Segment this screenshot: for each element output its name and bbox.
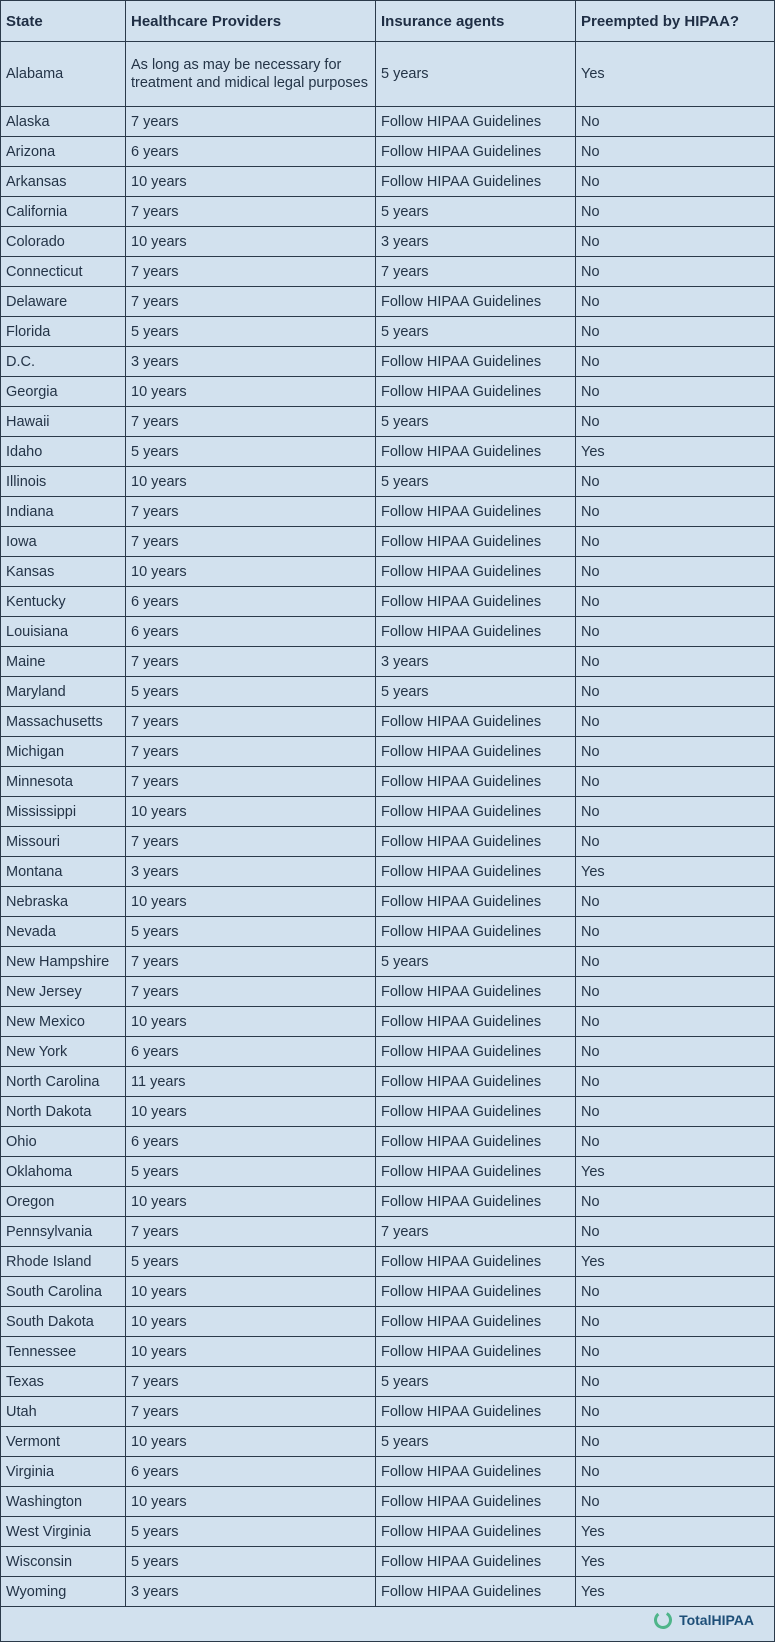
state-cell: Minnesota <box>1 767 126 797</box>
healthcare-providers-cell: 10 years <box>126 887 376 917</box>
state-cell: Idaho <box>1 437 126 467</box>
table-row <box>1 1517 775 1547</box>
insurance-agents-cell: Follow HIPAA Guidelines <box>376 797 576 827</box>
table-row <box>1 317 775 347</box>
state-cell: California <box>1 197 126 227</box>
insurance-agents-cell: 5 years <box>376 467 576 497</box>
state-cell: New Jersey <box>1 977 126 1007</box>
preempted-cell: Yes <box>576 857 775 887</box>
healthcare-providers-cell: 7 years <box>126 1217 376 1247</box>
preempted-cell: No <box>576 1337 775 1367</box>
insurance-agents-cell: Follow HIPAA Guidelines <box>376 1247 576 1277</box>
insurance-agents-cell: Follow HIPAA Guidelines <box>376 1037 576 1067</box>
preempted-cell: No <box>576 1487 775 1517</box>
state-cell: Utah <box>1 1397 126 1427</box>
state-cell: Kansas <box>1 557 126 587</box>
insurance-agents-cell: Follow HIPAA Guidelines <box>376 1067 576 1097</box>
table-row <box>1 947 775 977</box>
preempted-cell: No <box>576 227 775 257</box>
state-cell: Vermont <box>1 1427 126 1457</box>
state-cell: Wisconsin <box>1 1547 126 1577</box>
logo <box>653 1610 754 1630</box>
preempted-cell: No <box>576 917 775 947</box>
table-row <box>1 257 775 287</box>
insurance-agents-cell: Follow HIPAA Guidelines <box>376 557 576 587</box>
healthcare-providers-cell: 7 years <box>126 1397 376 1427</box>
state-cell: Montana <box>1 857 126 887</box>
healthcare-providers-cell: 6 years <box>126 587 376 617</box>
state-cell: Alaska <box>1 107 126 137</box>
footer <box>1 1602 774 1641</box>
table-row <box>1 467 775 497</box>
insurance-agents-cell: Follow HIPAA Guidelines <box>376 977 576 1007</box>
insurance-agents-cell: Follow HIPAA Guidelines <box>376 527 576 557</box>
healthcare-providers-cell: 5 years <box>126 1547 376 1577</box>
table-row <box>1 1307 775 1337</box>
table-row <box>1 857 775 887</box>
insurance-agents-cell: Follow HIPAA Guidelines <box>376 1007 576 1037</box>
state-cell: Iowa <box>1 527 126 557</box>
table-row <box>1 917 775 947</box>
table-row <box>1 347 775 377</box>
state-cell: Delaware <box>1 287 126 317</box>
column-header: Insurance agents <box>376 1 576 42</box>
healthcare-providers-cell: 10 years <box>126 557 376 587</box>
table-row <box>1 1487 775 1517</box>
insurance-agents-cell: 5 years <box>376 317 576 347</box>
preempted-cell: No <box>576 527 775 557</box>
preempted-cell: Yes <box>576 1247 775 1277</box>
insurance-agents-cell: Follow HIPAA Guidelines <box>376 1127 576 1157</box>
healthcare-providers-cell: 5 years <box>126 677 376 707</box>
insurance-agents-cell: Follow HIPAA Guidelines <box>376 707 576 737</box>
healthcare-providers-cell: 10 years <box>126 1187 376 1217</box>
state-cell: Nevada <box>1 917 126 947</box>
healthcare-providers-cell: 7 years <box>126 827 376 857</box>
state-cell: Missouri <box>1 827 126 857</box>
state-cell: Washington <box>1 1487 126 1517</box>
insurance-agents-cell: Follow HIPAA Guidelines <box>376 1577 576 1607</box>
insurance-agents-cell: 5 years <box>376 197 576 227</box>
preempted-cell: No <box>576 1427 775 1457</box>
table-row <box>1 1277 775 1307</box>
insurance-agents-cell: Follow HIPAA Guidelines <box>376 1397 576 1427</box>
preempted-cell: No <box>576 1097 775 1127</box>
insurance-agents-cell: Follow HIPAA Guidelines <box>376 1157 576 1187</box>
insurance-agents-cell: Follow HIPAA Guidelines <box>376 587 576 617</box>
table-row <box>1 1337 775 1367</box>
table-row <box>1 707 775 737</box>
state-cell: Ohio <box>1 1127 126 1157</box>
state-cell: Kentucky <box>1 587 126 617</box>
state-cell: Texas <box>1 1367 126 1397</box>
healthcare-providers-cell: 10 years <box>126 227 376 257</box>
preempted-cell: No <box>576 797 775 827</box>
healthcare-providers-cell: 7 years <box>126 767 376 797</box>
insurance-agents-cell: 5 years <box>376 677 576 707</box>
healthcare-providers-cell: 10 years <box>126 1007 376 1037</box>
table-header-row <box>1 1 775 42</box>
preempted-cell: No <box>576 407 775 437</box>
state-cell: Pennsylvania <box>1 1217 126 1247</box>
preempted-cell: Yes <box>576 1517 775 1547</box>
ring-logo-icon <box>653 1610 673 1630</box>
table-row <box>1 497 775 527</box>
state-cell: North Carolina <box>1 1067 126 1097</box>
healthcare-providers-cell: 7 years <box>126 107 376 137</box>
state-cell: Nebraska <box>1 887 126 917</box>
state-cell: Arkansas <box>1 167 126 197</box>
table-row <box>1 437 775 467</box>
insurance-agents-cell: Follow HIPAA Guidelines <box>376 857 576 887</box>
insurance-agents-cell: 7 years <box>376 257 576 287</box>
preempted-cell: No <box>576 197 775 227</box>
state-cell: Tennessee <box>1 1337 126 1367</box>
state-cell: Mississippi <box>1 797 126 827</box>
insurance-agents-cell: Follow HIPAA Guidelines <box>376 1337 576 1367</box>
healthcare-providers-cell: 7 years <box>126 647 376 677</box>
healthcare-providers-cell: 10 years <box>126 1097 376 1127</box>
healthcare-providers-cell: 6 years <box>126 617 376 647</box>
preempted-cell: No <box>576 1127 775 1157</box>
healthcare-providers-cell: 10 years <box>126 167 376 197</box>
table-row <box>1 1157 775 1187</box>
state-cell: Indiana <box>1 497 126 527</box>
table-row <box>1 1367 775 1397</box>
insurance-agents-cell: Follow HIPAA Guidelines <box>376 1457 576 1487</box>
healthcare-providers-cell: 10 years <box>126 377 376 407</box>
state-cell: Florida <box>1 317 126 347</box>
table-row <box>1 287 775 317</box>
healthcare-providers-cell: 3 years <box>126 857 376 887</box>
insurance-agents-cell: Follow HIPAA Guidelines <box>376 1277 576 1307</box>
state-cell: Illinois <box>1 467 126 497</box>
preempted-cell: Yes <box>576 437 775 467</box>
healthcare-providers-cell: 7 years <box>126 707 376 737</box>
table-row <box>1 767 775 797</box>
healthcare-providers-cell: 3 years <box>126 1577 376 1607</box>
state-cell: Michigan <box>1 737 126 767</box>
preempted-cell: No <box>576 1007 775 1037</box>
healthcare-providers-cell: 5 years <box>126 917 376 947</box>
healthcare-providers-cell: 6 years <box>126 1127 376 1157</box>
insurance-agents-cell: Follow HIPAA Guidelines <box>376 347 576 377</box>
healthcare-providers-cell: 10 years <box>126 467 376 497</box>
preempted-cell: No <box>576 467 775 497</box>
table-row <box>1 107 775 137</box>
healthcare-providers-cell: 10 years <box>126 1427 376 1457</box>
preempted-cell: No <box>576 617 775 647</box>
healthcare-providers-cell: 7 years <box>126 197 376 227</box>
table-row <box>1 1097 775 1127</box>
healthcare-providers-cell: 7 years <box>126 527 376 557</box>
table-row <box>1 377 775 407</box>
state-cell: West Virginia <box>1 1517 126 1547</box>
preempted-cell: No <box>576 977 775 1007</box>
healthcare-providers-cell: 7 years <box>126 257 376 287</box>
preempted-cell: No <box>576 497 775 527</box>
table-row <box>1 1397 775 1427</box>
state-cell: Oregon <box>1 1187 126 1217</box>
table-row <box>1 167 775 197</box>
preempted-cell: No <box>576 707 775 737</box>
state-cell: Oklahoma <box>1 1157 126 1187</box>
healthcare-providers-cell: 7 years <box>126 407 376 437</box>
preempted-cell: No <box>576 827 775 857</box>
insurance-agents-cell: 5 years <box>376 407 576 437</box>
table-row <box>1 1007 775 1037</box>
table-row <box>1 1127 775 1157</box>
preempted-cell: No <box>576 887 775 917</box>
table-row <box>1 647 775 677</box>
insurance-agents-cell: Follow HIPAA Guidelines <box>376 617 576 647</box>
column-header: State <box>1 1 126 42</box>
table-row <box>1 1037 775 1067</box>
insurance-agents-cell: Follow HIPAA Guidelines <box>376 1187 576 1217</box>
insurance-agents-cell: Follow HIPAA Guidelines <box>376 827 576 857</box>
table-row <box>1 1547 775 1577</box>
table-row <box>1 1187 775 1217</box>
state-cell: Louisiana <box>1 617 126 647</box>
state-cell: Virginia <box>1 1457 126 1487</box>
state-cell: Hawaii <box>1 407 126 437</box>
table-row <box>1 1067 775 1097</box>
insurance-agents-cell: Follow HIPAA Guidelines <box>376 377 576 407</box>
healthcare-providers-cell: 10 years <box>126 1307 376 1337</box>
insurance-agents-cell: Follow HIPAA Guidelines <box>376 917 576 947</box>
state-cell: Rhode Island <box>1 1247 126 1277</box>
preempted-cell: Yes <box>576 1547 775 1577</box>
preempted-cell: No <box>576 107 775 137</box>
insurance-agents-cell: Follow HIPAA Guidelines <box>376 1307 576 1337</box>
preempted-cell: No <box>576 1277 775 1307</box>
state-cell: South Carolina <box>1 1277 126 1307</box>
state-cell: Georgia <box>1 377 126 407</box>
healthcare-providers-cell: 11 years <box>126 1067 376 1097</box>
healthcare-providers-cell: 7 years <box>126 287 376 317</box>
table-row <box>1 227 775 257</box>
preempted-cell: No <box>576 257 775 287</box>
table-row <box>1 197 775 227</box>
preempted-cell: No <box>576 1367 775 1397</box>
preempted-cell: No <box>576 677 775 707</box>
healthcare-providers-cell: 10 years <box>126 1277 376 1307</box>
state-cell: New York <box>1 1037 126 1067</box>
state-cell: North Dakota <box>1 1097 126 1127</box>
state-cell: New Mexico <box>1 1007 126 1037</box>
preempted-cell: No <box>576 377 775 407</box>
preempted-cell: No <box>576 1037 775 1067</box>
table-row <box>1 137 775 167</box>
state-cell: New Hampshire <box>1 947 126 977</box>
healthcare-providers-cell: 7 years <box>126 737 376 767</box>
preempted-cell: No <box>576 947 775 977</box>
table-row <box>1 1247 775 1277</box>
healthcare-providers-cell: 7 years <box>126 1367 376 1397</box>
preempted-cell: Yes <box>576 1577 775 1607</box>
table-body <box>1 42 775 1607</box>
healthcare-providers-cell: 6 years <box>126 137 376 167</box>
preempted-cell: No <box>576 167 775 197</box>
insurance-agents-cell: Follow HIPAA Guidelines <box>376 437 576 467</box>
state-cell: Alabama <box>1 42 126 107</box>
insurance-agents-cell: Follow HIPAA Guidelines <box>376 107 576 137</box>
healthcare-providers-cell: 7 years <box>126 977 376 1007</box>
preempted-cell: No <box>576 767 775 797</box>
insurance-agents-cell: Follow HIPAA Guidelines <box>376 137 576 167</box>
insurance-agents-cell: 5 years <box>376 947 576 977</box>
table-row <box>1 737 775 767</box>
preempted-cell: No <box>576 737 775 767</box>
table-row <box>1 677 775 707</box>
healthcare-providers-cell: 3 years <box>126 347 376 377</box>
table-row <box>1 1457 775 1487</box>
preempted-cell: Yes <box>576 42 775 107</box>
state-cell: Massachusetts <box>1 707 126 737</box>
logo-text: TotalHIPAA <box>679 1612 754 1628</box>
healthcare-providers-cell: 10 years <box>126 1487 376 1517</box>
preempted-cell: No <box>576 557 775 587</box>
healthcare-providers-cell: 10 years <box>126 797 376 827</box>
state-cell: Maryland <box>1 677 126 707</box>
preempted-cell: No <box>576 1217 775 1247</box>
healthcare-providers-cell: 7 years <box>126 497 376 527</box>
insurance-agents-cell: Follow HIPAA Guidelines <box>376 497 576 527</box>
table-row <box>1 797 775 827</box>
table-row <box>1 977 775 1007</box>
preempted-cell: No <box>576 347 775 377</box>
healthcare-providers-cell: 6 years <box>126 1457 376 1487</box>
insurance-agents-cell: Follow HIPAA Guidelines <box>376 287 576 317</box>
table-row <box>1 42 775 107</box>
preempted-cell: No <box>576 1067 775 1097</box>
insurance-agents-cell: Follow HIPAA Guidelines <box>376 1097 576 1127</box>
healthcare-providers-cell: 10 years <box>126 1337 376 1367</box>
healthcare-providers-cell: 5 years <box>126 437 376 467</box>
healthcare-providers-cell: As long as may be necessary for treatment and midical legal purposes <box>126 42 376 107</box>
preempted-cell: No <box>576 587 775 617</box>
preempted-cell: No <box>576 287 775 317</box>
column-header: Healthcare Providers <box>126 1 376 42</box>
state-cell: Colorado <box>1 227 126 257</box>
table-row <box>1 1427 775 1457</box>
healthcare-providers-cell: 5 years <box>126 1247 376 1277</box>
insurance-agents-cell: Follow HIPAA Guidelines <box>376 1487 576 1517</box>
healthcare-providers-cell: 5 years <box>126 1517 376 1547</box>
preempted-cell: No <box>576 1187 775 1217</box>
insurance-agents-cell: 5 years <box>376 1427 576 1457</box>
insurance-agents-cell: Follow HIPAA Guidelines <box>376 737 576 767</box>
insurance-agents-cell: 5 years <box>376 1367 576 1397</box>
state-cell: Connecticut <box>1 257 126 287</box>
table-row <box>1 617 775 647</box>
insurance-agents-cell: Follow HIPAA Guidelines <box>376 1547 576 1577</box>
table-row <box>1 887 775 917</box>
preempted-cell: No <box>576 1307 775 1337</box>
table-row <box>1 827 775 857</box>
table-row <box>1 557 775 587</box>
table-row <box>1 527 775 557</box>
healthcare-providers-cell: 6 years <box>126 1037 376 1067</box>
state-cell: Maine <box>1 647 126 677</box>
preempted-cell: Yes <box>576 1157 775 1187</box>
table-row <box>1 407 775 437</box>
healthcare-providers-cell: 5 years <box>126 317 376 347</box>
table-row <box>1 587 775 617</box>
preempted-cell: No <box>576 137 775 167</box>
insurance-agents-cell: Follow HIPAA Guidelines <box>376 167 576 197</box>
preempted-cell: No <box>576 1457 775 1487</box>
insurance-agents-cell: 5 years <box>376 42 576 107</box>
state-cell: South Dakota <box>1 1307 126 1337</box>
healthcare-providers-cell: 7 years <box>126 947 376 977</box>
state-cell: Wyoming <box>1 1577 126 1607</box>
insurance-agents-cell: 3 years <box>376 647 576 677</box>
insurance-agents-cell: 7 years <box>376 1217 576 1247</box>
state-cell: Arizona <box>1 137 126 167</box>
preempted-cell: No <box>576 647 775 677</box>
insurance-agents-cell: Follow HIPAA Guidelines <box>376 1517 576 1547</box>
preempted-cell: No <box>576 1397 775 1427</box>
insurance-agents-cell: 3 years <box>376 227 576 257</box>
healthcare-providers-cell: 5 years <box>126 1157 376 1187</box>
insurance-agents-cell: Follow HIPAA Guidelines <box>376 887 576 917</box>
table-row <box>1 1217 775 1247</box>
insurance-agents-cell: Follow HIPAA Guidelines <box>376 767 576 797</box>
column-header: Preempted by HIPAA? <box>576 1 775 42</box>
preempted-cell: No <box>576 317 775 347</box>
state-cell: D.C. <box>1 347 126 377</box>
